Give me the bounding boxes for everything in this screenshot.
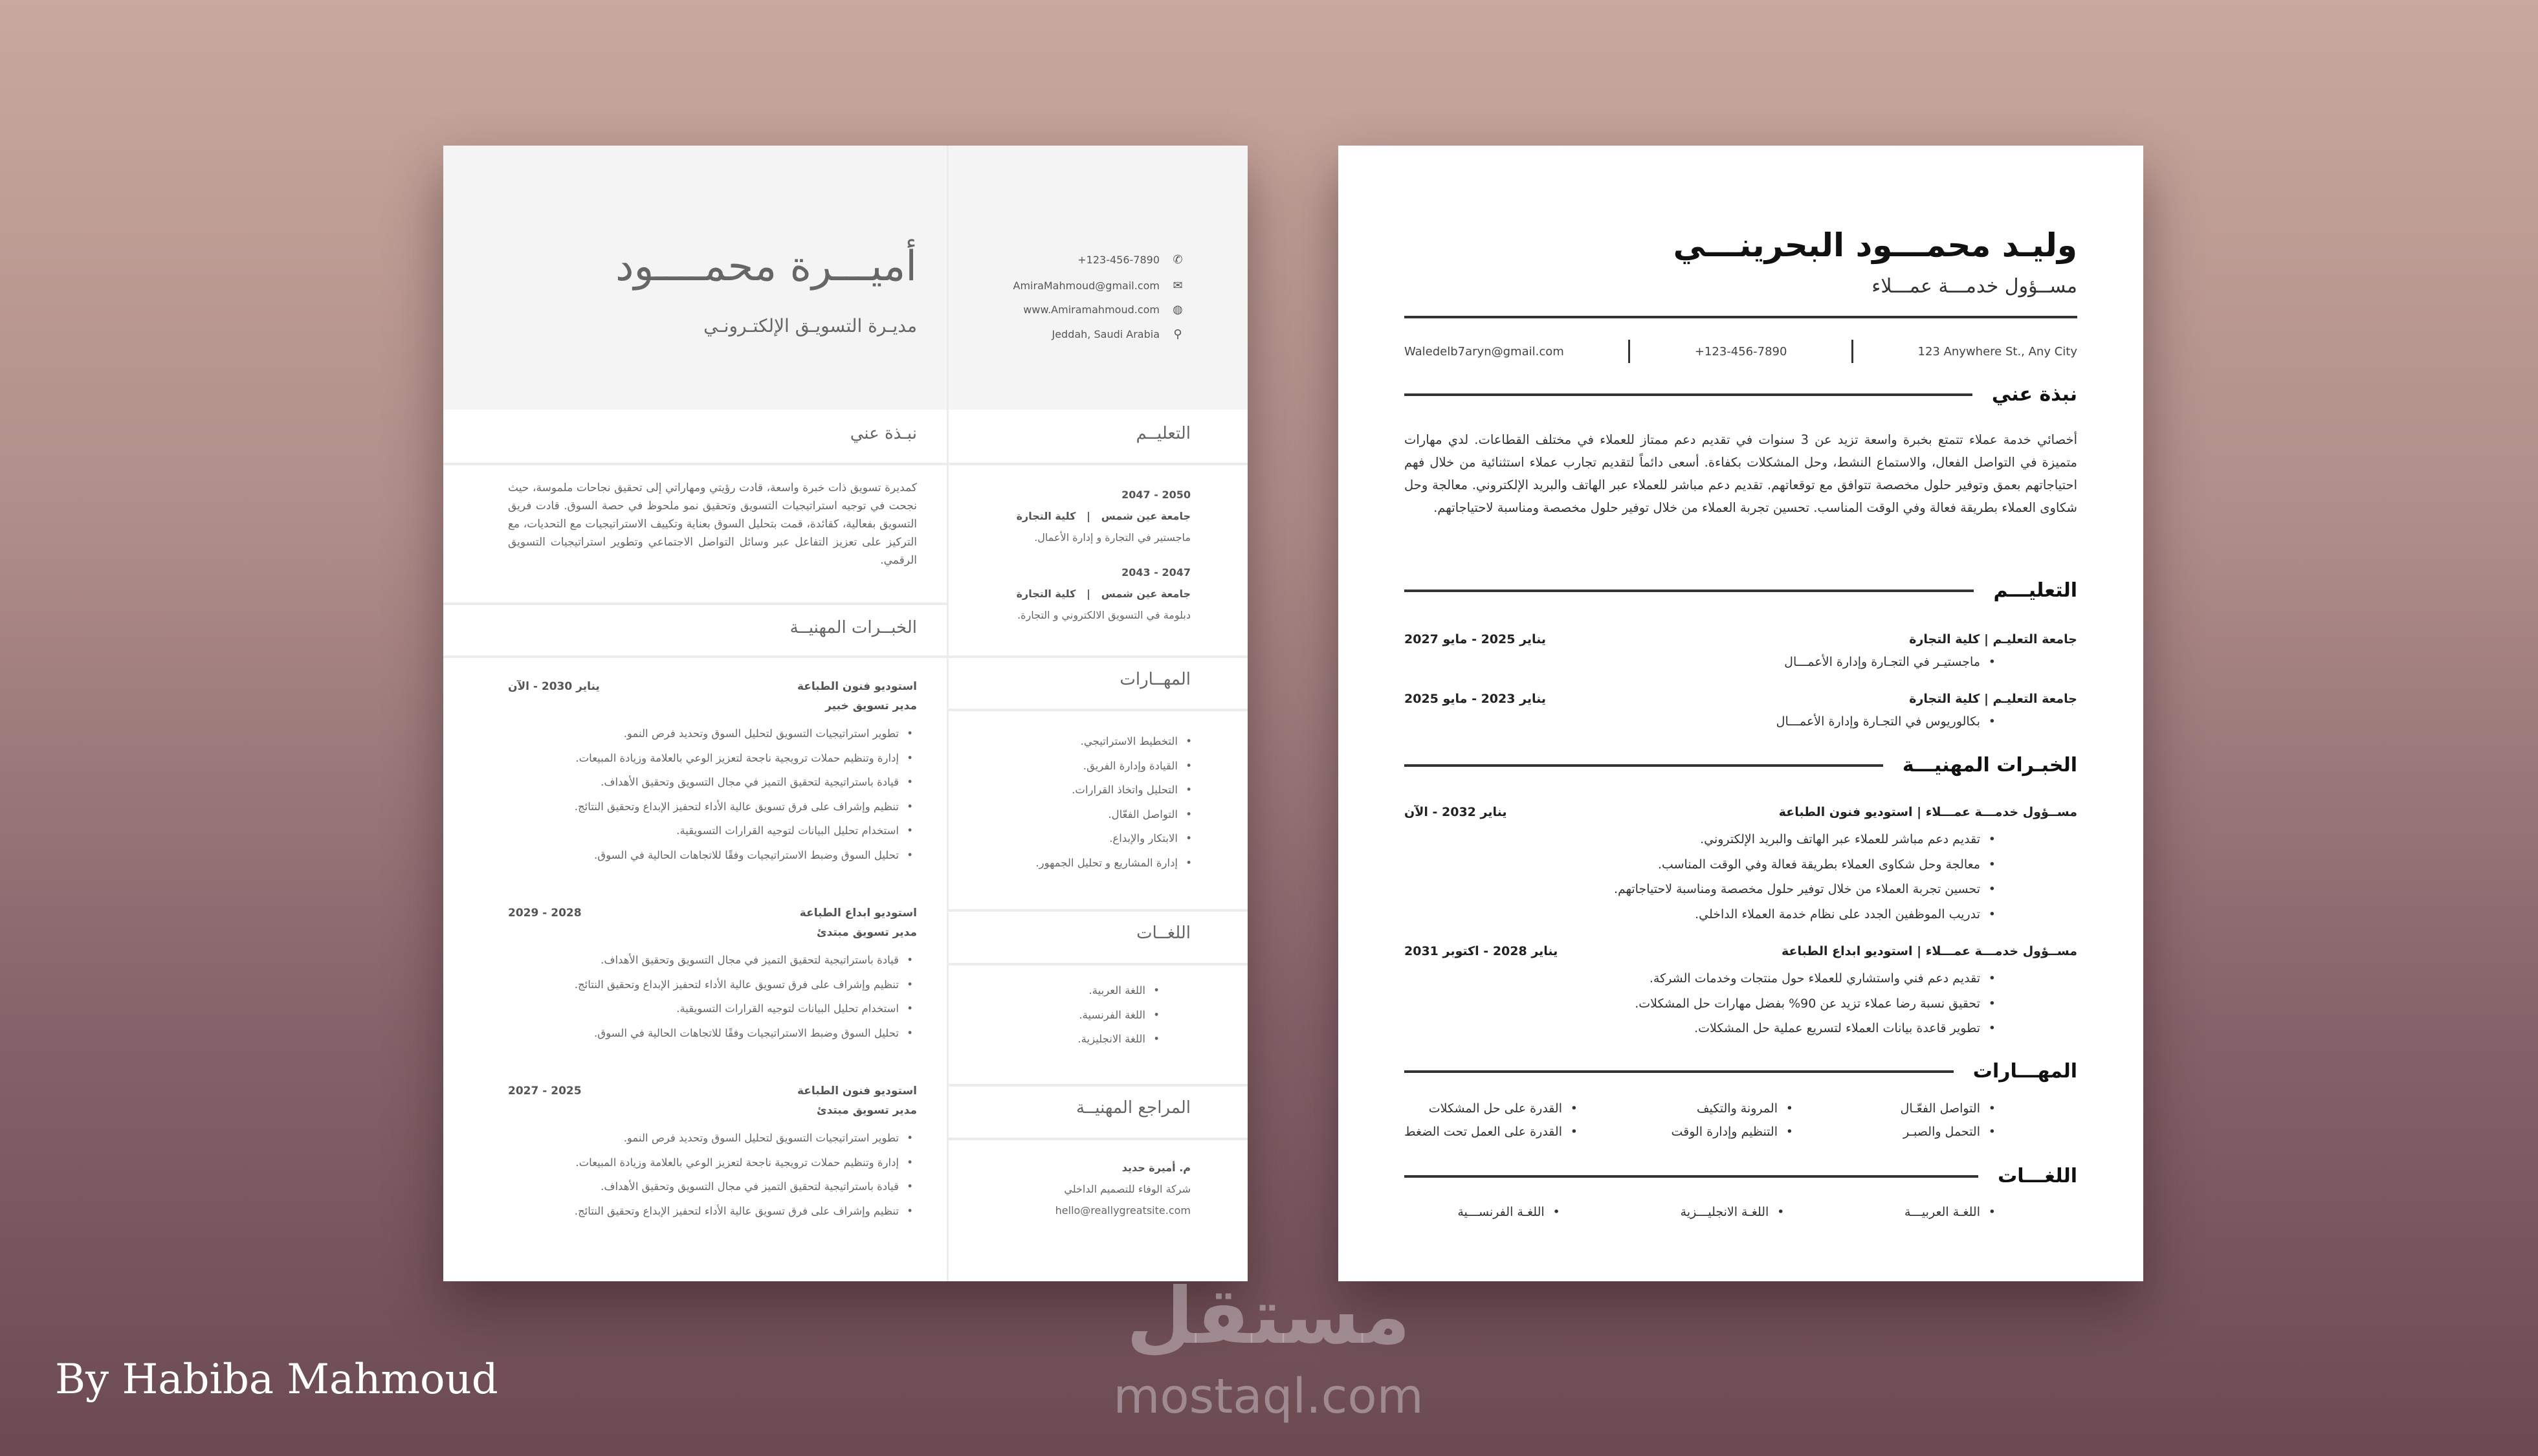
- divider: [949, 656, 1248, 658]
- dates: يناير 2023 - مايو 2025: [1404, 692, 1547, 706]
- languages-heading: اللغــات: [1136, 923, 1191, 943]
- degree-list: [1404, 709, 2077, 734]
- about-heading: نبـذة عني: [850, 424, 917, 443]
- contact-email: [1013, 279, 1184, 292]
- list-item: • تطوير قاعدة بيانات العملاء لتسريع عملية حل المشكلات.: [1404, 1016, 2077, 1041]
- dates: يناير 2032 - الآن: [1404, 805, 1507, 819]
- about-heading: [1404, 383, 2077, 406]
- list-item: • تنظيم وإشراف على فرق تسويق عالية الأداء لتحفيز الإبداع وتحقيق النتائج.: [508, 1199, 917, 1224]
- heading-rule: [1404, 1175, 1978, 1178]
- education-entry: [958, 562, 1191, 626]
- company: استوديو فنون الطباعة: [797, 680, 917, 693]
- references-heading: المراجع المهنيــة: [1076, 1098, 1191, 1118]
- divider: [949, 463, 1248, 465]
- experience-heading: [1404, 754, 2077, 777]
- watermark-logo: مستقل: [1126, 1272, 1411, 1362]
- company: استوديو فنون الطباعة: [797, 1085, 917, 1098]
- column-divider: [947, 146, 949, 1281]
- list-item: • اللغـة الفرنســـية: [1404, 1205, 1629, 1219]
- list-item: • معالجة وحل شكاوى العملاء بطريقة فعالة وفي الوقت المناسب.: [1404, 852, 2077, 877]
- list-item: • التنظيم وإدارة الوقت: [1646, 1125, 1862, 1139]
- dates: 2047 - 2043: [1121, 566, 1191, 579]
- institution: جامعة التعليـم | كلية التجارة: [1909, 632, 2077, 646]
- candidate-name: أميـــرة محمــــود: [615, 243, 917, 291]
- list-item: • التواصل الفعّال.: [963, 802, 1196, 827]
- heading-text: الخبـرات المهنيـــة: [1902, 754, 2077, 777]
- education-entry: [958, 484, 1191, 548]
- dates: يناير 2025 - مايو 2027: [1404, 632, 1547, 646]
- list-item: • قيادة باستراتيجية لتحقيق التميز في مجال التسويق وتحقيق الأهداف.: [508, 1175, 917, 1199]
- website-text: www.Amiramahmoud.com: [1023, 303, 1160, 316]
- institution: جامعة التعليـم | كلية التجارة: [1909, 692, 2077, 706]
- languages-list: [969, 978, 1164, 1052]
- education-heading: [1404, 579, 2077, 602]
- list-item: • اللغـة العربيـــة: [1853, 1205, 2077, 1219]
- university: جامعة عين شمس: [1101, 510, 1191, 522]
- list-item: • تطوير استراتيجيات التسويق لتحليل السوق وتحديد فرص النمو.: [508, 1126, 917, 1151]
- languages-grid: [1404, 1205, 2077, 1219]
- watermark-url: mostaql.com: [1113, 1369, 1424, 1424]
- list-item: • اللغة العربية.: [969, 978, 1164, 1003]
- job-title: مســؤول خدمـــة عمـــلاء | استوديو فنون الطباعة: [1778, 805, 2077, 819]
- bullet-list: [1404, 827, 2077, 927]
- address-text: 123 Anywhere St., Any City: [1917, 344, 2077, 358]
- email-text: AmiraMahmoud@gmail.com: [1013, 280, 1160, 292]
- heading-rule: [1404, 1070, 1954, 1073]
- phone-text: +123-456-7890: [1694, 344, 1787, 358]
- dates: يناير 2028 - اكتوبر 2031: [1404, 944, 1558, 958]
- list-item: • استخدام تحليل البيانات لتوجيه القرارات التسويقية.: [508, 819, 917, 843]
- role: مدير تسويق مبتدئ: [817, 1104, 917, 1117]
- experience-entry: [508, 680, 917, 867]
- list-item: • اللغة الانجليزية.: [969, 1027, 1164, 1052]
- company: استوديو ابداع الطباعة: [799, 907, 917, 920]
- list-item: • تحقيق نسبة رضا عملاء تزيد عن 90% بفضل مهارات حل المشكلات.: [1404, 991, 2077, 1017]
- about-text: كمديرة تسويق ذات خبرة واسعة، قادت رؤيتي ومهاراتي إلى تحقيق نجاحات ملموسة، حيث نجحت في توجيه استراتيجيات التسويق وتحقيق نمو ملحوظ في حصة السوق. قادت فريق التسويق بفعالية، كقائدة، قمت بتحليل السوق بعناية وتكييف الاستراتيجيات مع التحديات، مع التركيز على تعزيز التفاعل عبر وسائل التواصل الاجتماعي وتطوير استراتيجيات التسويق الرقمي.: [508, 481, 917, 567]
- experience-entry: [508, 907, 917, 1045]
- list-item: • قيادة باستراتيجية لتحقيق التميز في مجال التسويق وتحقيق الأهداف.: [508, 948, 917, 973]
- divider: [949, 963, 1248, 965]
- list-item: • التحمل والصبـر: [1862, 1125, 2077, 1139]
- faculty: كلية التجارة: [1016, 588, 1076, 600]
- degree: ماجستير في التجارة و إدارة الأعمال.: [1034, 531, 1191, 544]
- divider: [443, 602, 947, 605]
- divider: [949, 1084, 1248, 1086]
- designer-credit: By Habiba Mahmoud: [55, 1356, 498, 1404]
- separator: |: [1087, 588, 1091, 600]
- heading-text: اللغـــات: [1998, 1165, 2077, 1187]
- candidate-name: وليـد محمـــود البحرينـــي: [1673, 226, 2077, 264]
- bullet-list: [508, 722, 917, 867]
- list-item: • القيادة وإدارة الفريق.: [963, 754, 1196, 778]
- divider: [443, 656, 947, 658]
- envelope-icon: ✉: [1173, 279, 1183, 292]
- list-item: • استخدام تحليل البيانات لتوجيه القرارات التسويقية.: [508, 997, 917, 1021]
- candidate-title: مســؤول خدمـــة عمـــلاء: [1871, 275, 2077, 298]
- degree-list: [1404, 650, 2077, 675]
- phone-text: +123-456-7890: [1077, 254, 1160, 266]
- list-item: • تحليل السوق وضبط الاستراتيجيات وفقًا للاتجاهات الحالية في السوق.: [508, 843, 917, 868]
- globe-icon: ◍: [1173, 303, 1183, 316]
- list-item: • تقديم دعم فني واستشاري للعملاء حول منتجات وخدمات الشركة.: [1404, 966, 2077, 991]
- experience-entry: [1404, 944, 2077, 958]
- list-item: • تدريب الموظفين الجدد على نظام خدمة العملاء الداخلي.: [1404, 902, 2077, 927]
- resume-amira-mahmoud: [443, 146, 1248, 1281]
- phone-icon: ✆: [1173, 253, 1183, 267]
- contact-location: [1052, 327, 1184, 341]
- reference-company: شركة الوفاء للتصميم الداخلي: [1064, 1183, 1191, 1195]
- divider: [1404, 316, 2077, 318]
- contact-website: [1023, 303, 1184, 316]
- job-title: مســؤول خدمـــة عمـــلاء | استوديو ابداع الطباعة: [1781, 944, 2077, 958]
- dates: 2050 - 2047: [1121, 489, 1191, 501]
- reference-email: hello@reallygreatsite.com: [1055, 1204, 1191, 1217]
- separator: [1851, 340, 1853, 363]
- contact-row: [1404, 340, 2077, 363]
- list-item: • التواصل الفعّـال: [1862, 1101, 2077, 1116]
- heading-rule: [1404, 393, 1972, 396]
- list-item: • إدارة المشاريع و تحليل الجمهور.: [963, 851, 1196, 876]
- heading-text: التعليـــم: [1993, 579, 2077, 602]
- reference-entry: [958, 1157, 1191, 1221]
- list-item: • المرونة والتكيف: [1646, 1101, 1862, 1116]
- university: جامعة عين شمس: [1101, 588, 1191, 600]
- divider: [443, 463, 947, 465]
- reference-name: م. أميرة حديد: [1121, 1162, 1191, 1174]
- experience-heading: الخبــرات المهنيــة: [789, 618, 917, 637]
- dates: يناير 2030 - الآن: [508, 680, 600, 693]
- list-item: • قيادة باستراتيجية لتحقيق التميز في مجال التسويق وتحقيق الأهداف.: [508, 770, 917, 795]
- dates: 2028 - 2029: [508, 907, 582, 920]
- bullet-list: [1404, 966, 2077, 1041]
- skills-heading: [1404, 1060, 2077, 1083]
- heading-rule: [1404, 764, 1883, 767]
- faculty: كلية التجارة: [1016, 510, 1076, 522]
- divider: [949, 709, 1248, 711]
- divider: [949, 1138, 1248, 1140]
- skills-grid: [1404, 1101, 2077, 1139]
- list-item: • تحسين تجربة العملاء من خلال توفير حلول مخصصة ومناسبة لاحتياجاتهم.: [1404, 877, 2077, 902]
- heading-rule: [1404, 590, 1974, 592]
- list-item: • القدرة على العمل تحت الضغط: [1404, 1125, 1646, 1139]
- divider: [949, 909, 1248, 912]
- email-text: Waledelb7aryn@gmail.com: [1404, 344, 1564, 358]
- list-item: • التحليل واتخاذ القرارات.: [963, 778, 1196, 802]
- education-entry: [1404, 632, 2077, 646]
- separator: |: [1087, 510, 1091, 522]
- map-pin-icon: ⚲: [1173, 327, 1182, 341]
- list-item: • تنظيم وإشراف على فرق تسويق عالية الأداء لتحفيز الإبداع وتحقيق النتائج.: [508, 795, 917, 819]
- skills-heading: المهــارات: [1120, 670, 1191, 689]
- list-item: • تقديم دعم مباشر للعملاء عبر الهاتف والبريد الإلكتروني.: [1404, 827, 2077, 852]
- resume-waleed-mahmoud: [1338, 146, 2143, 1281]
- list-item: • تنظيم وإشراف على فرق تسويق عالية الأداء لتحفيز الإبداع وتحقيق النتائج.: [508, 973, 917, 997]
- languages-heading: [1404, 1165, 2077, 1187]
- degree: دبلومة في التسويق الالكتروني و التجارة.: [1017, 609, 1191, 621]
- education-entry: [1404, 692, 2077, 706]
- dates: 2025 - 2027: [508, 1085, 582, 1098]
- heading-text: المهـــارات: [1972, 1060, 2077, 1083]
- experience-entry: [508, 1085, 917, 1223]
- list-item: • تحليل السوق وضبط الاستراتيجيات وفقًا للاتجاهات الحالية في السوق.: [508, 1021, 917, 1046]
- list-item: • إدارة وتنظيم حملات ترويجية ناجحة لتعزيز الوعي بالعلامة وزيادة المبيعات.: [508, 1151, 917, 1175]
- list-item: • التخطيط الاستراتيجي.: [963, 729, 1196, 754]
- list-item: • اللغة الفرنسية.: [969, 1003, 1164, 1028]
- bullet-list: [508, 948, 917, 1045]
- list-item: • تطوير استراتيجيات التسويق لتحليل السوق وتحديد فرص النمو.: [508, 722, 917, 746]
- experience-entry: [1404, 805, 2077, 819]
- list-item: • القدرة على حل المشكلات: [1404, 1101, 1646, 1116]
- bullet-list: [508, 1126, 917, 1223]
- list-item: • اللغـة الانجليـــزية: [1629, 1205, 1853, 1219]
- list-item: • إدارة وتنظيم حملات ترويجية ناجحة لتعزيز الوعي بالعلامة وزيادة المبيعات.: [508, 746, 917, 771]
- candidate-title: مديـرة التسويـق الإلكتـرونـي: [703, 315, 917, 336]
- list-item: • ماجستيـر في التجـارة وإدارة الأعمـــال: [1404, 650, 2077, 675]
- separator: [1628, 340, 1630, 363]
- heading-text: نبذة عني: [1991, 383, 2077, 406]
- skills-list: [963, 729, 1196, 875]
- list-item: • بكالوريوس في التجـارة وإدارة الأعمـــال: [1404, 709, 2077, 734]
- education-heading: التعليــم: [1136, 424, 1191, 443]
- about-text: أخصائي خدمة عملاء تتمتع بخبرة واسعة تزيد عن 3 سنوات في تقديم دعم ممتاز للعملاء في مختلف القطاعات. لدي مهارات متميزة في التواصل الفعال، والاستماع النشط، وحل المشكلات بكفاءة. أسعى دائماً لتقديم تجارب عملاء استثنائية من خلال فهم احتياجاتهم بعمق وتوفير حلول مخصصة تتوافق مع توقعاتهم. تقديم دعم مباشر للعملاء عبر الهاتف والبريد الإلكتروني. معالجة وحل شكاوى العملاء بطريقة فعالة وفي الوقت المناسب. تحسين تجربة العملاء من خلال توفير حلول مخصصة ومناسبة لاحتياجاتهم.: [1404, 432, 2077, 515]
- list-item: • الابتكار والإبداع.: [963, 826, 1196, 851]
- role: مدير تسويق خبير: [825, 700, 917, 712]
- role: مدير تسويق مبتدئ: [817, 926, 917, 939]
- location-text: Jeddah, Saudi Arabia: [1052, 328, 1160, 340]
- contact-phone: [1077, 253, 1184, 267]
